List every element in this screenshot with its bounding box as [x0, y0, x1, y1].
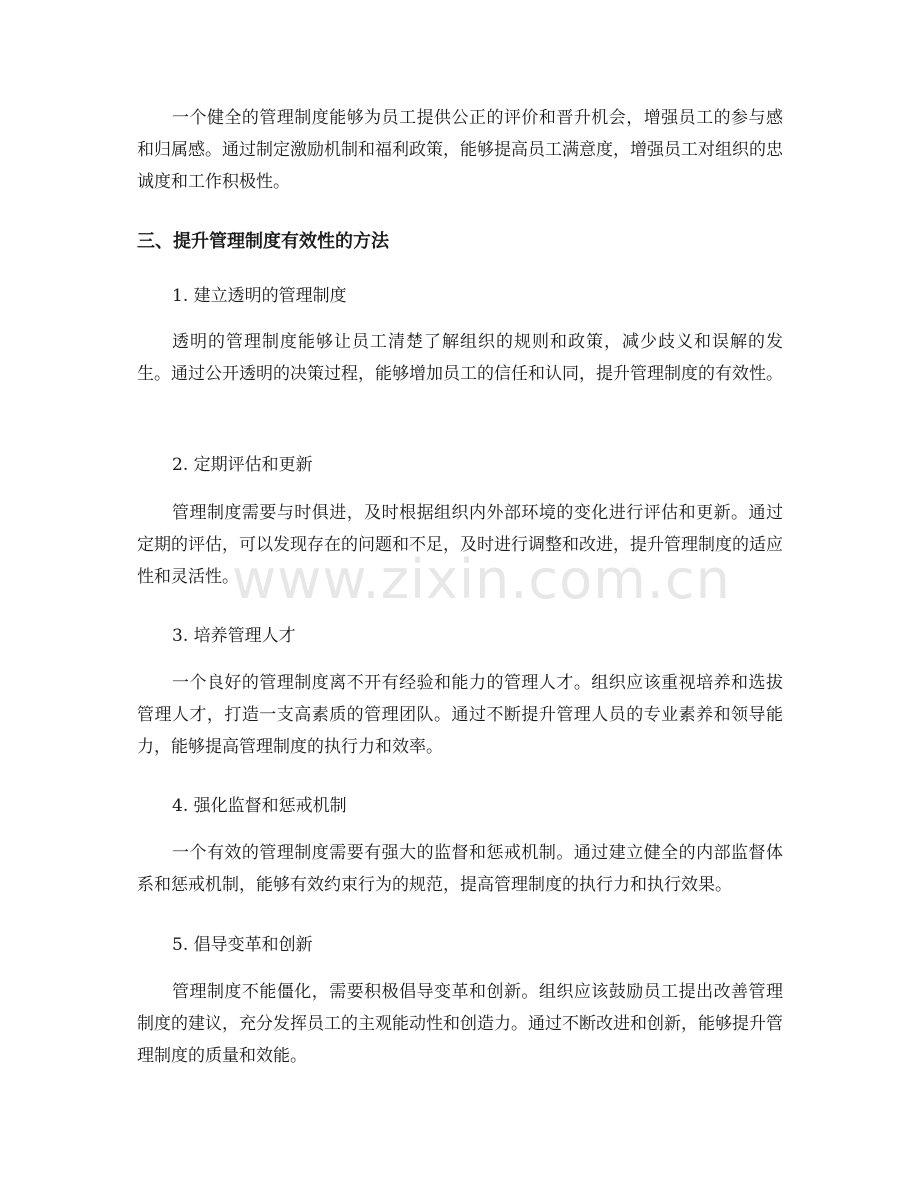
section-heading: 三、提升管理制度有效性的方法 — [137, 231, 389, 252]
item-body-2: 管理制度需要与时俱进，及时根据组织内外部环境的变化进行评估和更新。通过定期的评估，可以发现存在的问题和不足，及时进行调整和改进，提升管理制度的适应性和灵活性。 — [137, 503, 783, 587]
item-title-5: 5. 倡导变革和创新 — [172, 935, 313, 955]
item-title-2: 2. 定期评估和更新 — [172, 455, 313, 475]
item-body-4: 一个有效的管理制度需要有强大的监督和惩戒机制。通过建立健全的内部监督体系和惩戒机制，能够有效约束行为的规范，提高管理制度的执行力和执行效果。 — [137, 843, 783, 895]
item-body-3: 一个良好的管理制度离不开有经验和能力的管理人才。组织应该重视培养和选拔管理人才，打造一支高素质的管理团队。通过不断提升管理人员的专业素养和领导能力，能够提高管理制度的执行力和效率。 — [137, 673, 783, 757]
intro-paragraph: 一个健全的管理制度能够为员工提供公正的评价和晋升机会，增强员工的参与感和归属感。通过制定激励机制和福利政策，能够提高员工满意度，增强员工对组织的忠诚度和工作积极性。 — [137, 108, 783, 192]
item-title-3: 3. 培养管理人才 — [172, 626, 296, 646]
item-title-4: 4. 强化监督和惩戒机制 — [172, 796, 347, 816]
item-title-1: 1. 建立透明的管理制度 — [172, 286, 347, 306]
watermark: www.zixin.com.cn — [232, 548, 731, 611]
item-body-1: 透明的管理制度能够让员工清楚了解组织的规则和政策，减少歧义和误解的发生。通过公开透明的决策过程，能够增加员工的信任和认同，提升管理制度的有效性。 — [137, 332, 783, 384]
item-body-5: 管理制度不能僵化，需要积极倡导变革和创新。组织应该鼓励员工提出改善管理制度的建议，充分发挥员工的主观能动性和创造力。通过不断改进和创新，能够提升管理制度的质量和效能。 — [137, 982, 783, 1066]
